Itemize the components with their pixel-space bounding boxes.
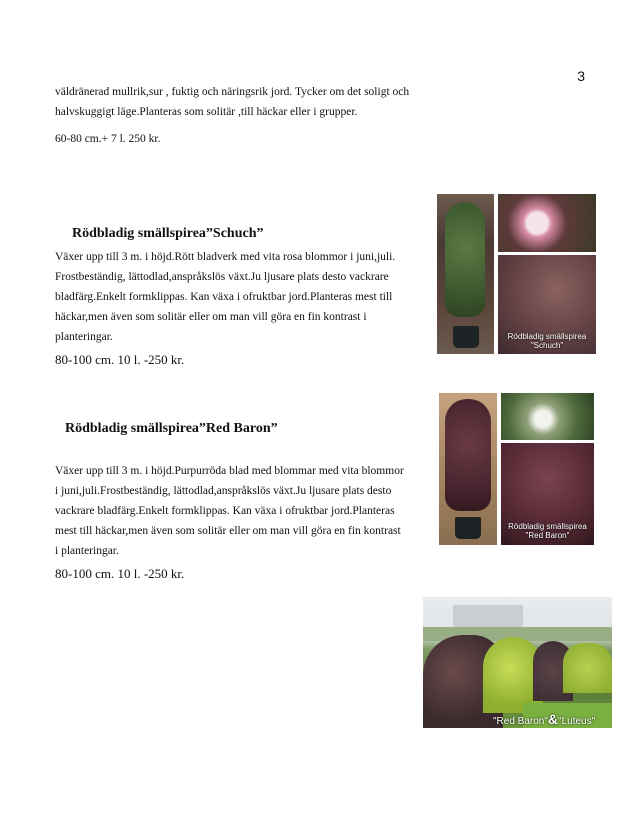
intro-paragraph [55, 82, 409, 122]
product-title-schuch: Rödbladig smällspirea”Schuch” [72, 226, 264, 241]
plant-photo-red-baron-flowers [501, 393, 594, 440]
intro-price: 60-80 cm.+ 7 l. 250 kr. [55, 133, 161, 145]
text-line: halvskuggigt läge.Planteras som solitär ,till häckar eller i grupper. [55, 106, 358, 118]
text-line: bladfärg.Enkelt formklippas. Kan växa i ofruktbar jord.Planteras mest till [55, 291, 393, 303]
photo-caption-schuch: Rödbladig smällspirea "Schuch" [507, 332, 587, 350]
text-line: Växer upp till 3 m. i höjd.Rött bladverk med vita rosa blommor i juni,juli. [55, 251, 396, 263]
plant-photo-red-baron-foliage [501, 443, 594, 545]
plant-photo-red-baron-potted [439, 393, 497, 545]
product-price-red-baron: 80-100 cm. 10 l. -250 kr. [55, 566, 185, 581]
text-line: Frostbeständig, lättodlad,anspråkslös växt.Ju ljusare plats desto vackrare [55, 271, 389, 283]
product-price-schuch: 80-100 cm. 10 l. -250 kr. [55, 352, 185, 367]
text-line: Växer upp till 3 m. i höjd.Purpurröda blad med blommar med vita blommor [55, 465, 404, 477]
photo-caption-red-baron: Rödbladig smällspirea "Red Baron" [508, 522, 587, 540]
text-line: i juni,juli.Frostbeständig, lättodlad,anspråkslös växt.Ju ljusare plats desto [55, 485, 392, 497]
plant-photo-schuch-potted [437, 194, 494, 354]
hedge-photo-caption: "Red Baron"&"Luteus" [493, 711, 596, 727]
text-line: häckar,men även som solitär eller om man vill göra en fin kontrast i [55, 311, 367, 323]
text-line: vackrare bladfärg.Enkelt formklippas. Kan växa i ofruktbar jord.Planteras [55, 505, 395, 517]
product-title-red-baron: Rödbladig smällspirea”Red Baron” [65, 421, 278, 436]
text-line: väldränerad mullrik,sur , fuktig och näringsrik jord. Tycker om det soligt och [55, 86, 410, 98]
product-description-schuch [55, 247, 395, 347]
hedge-photo-red-baron-luteus [423, 597, 612, 728]
page-number: 3 [577, 68, 585, 84]
plant-photo-schuch-flowers [498, 194, 596, 252]
plant-photo-schuch-foliage [498, 255, 596, 354]
text-line: planteringar. [55, 331, 113, 343]
text-line: i planteringar. [55, 545, 119, 557]
text-line: mest till häckar,men även som solitär eller om man vill göra en fin kontrast [55, 525, 401, 537]
product-description-red-baron [55, 461, 404, 561]
